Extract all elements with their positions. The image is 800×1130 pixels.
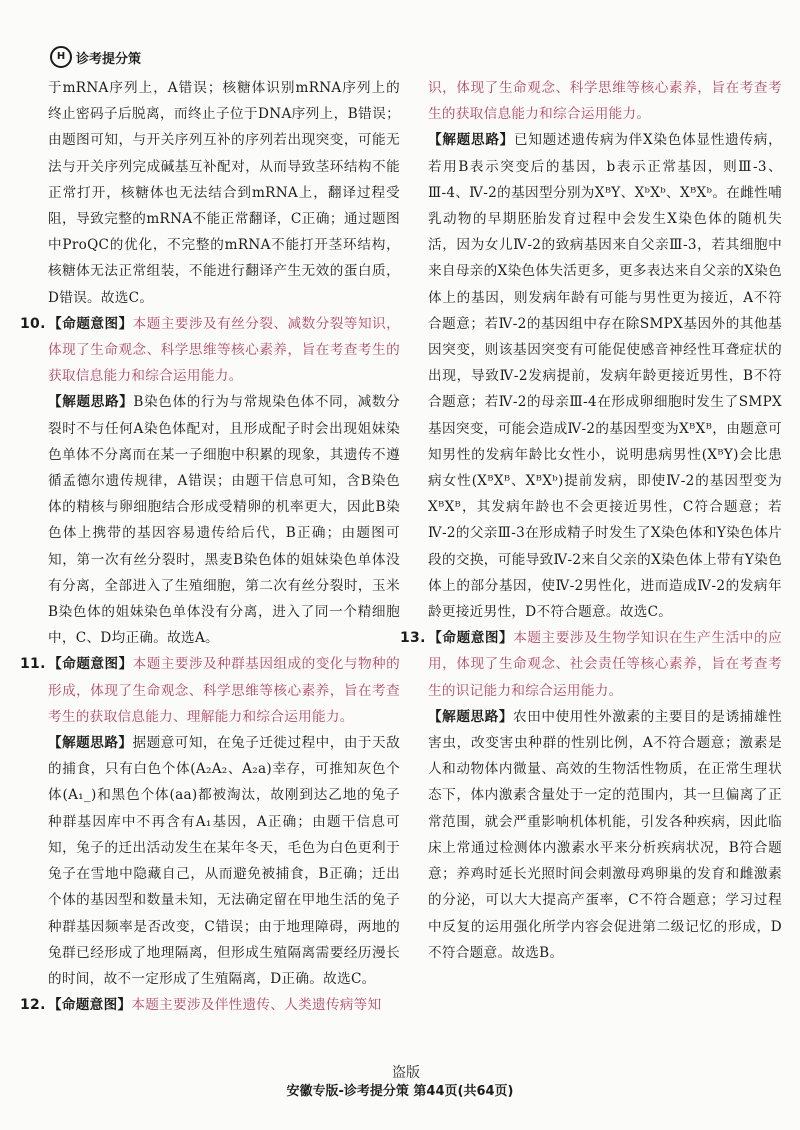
- q11-intent: [20, 651, 400, 730]
- q10-intent-text: 本题主要涉及有丝分裂、减数分裂等知识，体现了生命观念、科学思维等核心素养，旨在考查考生的获取信息能力和综合运用能力。: [48, 315, 400, 385]
- q12-number: 12.: [20, 997, 46, 1014]
- q12-intent-tag: 【命题意图】: [48, 997, 132, 1014]
- q12-solution: [428, 127, 782, 625]
- q12-solution-tag: 【解题思路】: [428, 132, 514, 149]
- q13-solution: [428, 704, 782, 966]
- q10-solution-tag: 【解题思路】: [48, 394, 134, 411]
- q13-number: 13.: [400, 630, 426, 647]
- q11-solution: [48, 730, 400, 992]
- q10-solution: [48, 389, 400, 651]
- page-footer: 安徽专版-诊考提分策 第44页(共64页): [286, 1084, 514, 1099]
- q10-solution-text: B染色体的行为与常规染色体不同，减数分裂时不与任何A染色体配对，且形成配子时会出现姐妹染色单体不分离而在某一子细胞中积累的现象，其遗传不遵循孟德尔遗传规律，A错误；由题干信息可知，含B染色体的精核与卵细胞结合形成受精卵的机率更大，因此B染色体上携带的基因容易遗传给后代，B正确；由题图可知，第一次有丝分裂时，黑麦B染色体的姐妹染色单体没有分离，全部进入了生殖细胞，第二次有丝分裂时，玉米B染色体的姐妹染色单体没有分离，进入了同一个精细胞中，C、D均正确。故选A。: [48, 394, 400, 647]
- q11-solution-text: 据题意可知，在兔子迁徙过程中，由于天敌的捕食，只有白色个体(A₂A₂、A₂a)幸存，可推知灰色个体(A₁_)和黑色个体(aa)都被淘汰，故刚到达乙地的兔子种群基因库中不再含有A₁基因，A正确；由题干信息可知，兔子的迁出活动发生在某年冬天，毛色为白色更利于兔子在雪地中隐藏自己，从而避免被捕食，B正确；迁出个体的基因型和数量未知，无法确定留在甲地生活的兔子种群基因频率是否改变，C错误；由于地理障碍，两地的兔群已经形成了地理隔离，但形成生殖隔离需要经历漫长的时间，故不一定形成了生殖隔离，D正确。故选C。: [48, 735, 400, 987]
- q13-solution-text: 农田中使用性外激素的主要目的是诱捕雄性害虫，改变害虫种群的性别比例，A不符合题意；激素是人和动物体内微量、高效的生物活性物质，在正常生理状态下，体内激素含量处于一定的范围内，其一旦偏离了正常范围，就会严重影响机体机能，引发各种疾病，因此临床上常通过检测体内激素水平来分析疾病状况，B符合题意；养鸡时延长光照时间会刺激母鸡卵巢的发育和雌激素的分泌，可以大大提高产蛋率，C不符合题意；学习过程中反复的运用强化所学内容会促进第二级记忆的形成，D不符合题意。故选B。: [428, 708, 782, 961]
- right-column: [400, 75, 782, 966]
- q10-number: 10.: [20, 315, 46, 332]
- q12-intent-continuation: 识，体现了生命观念、科学思维等核心素养，旨在考查考生的获取信息能力和综合运用能力。: [428, 80, 782, 123]
- q11-number: 11.: [20, 656, 46, 673]
- q13-intent-tag: 【命题意图】: [428, 630, 514, 647]
- q13-intent: [400, 625, 782, 704]
- q11-intent-tag: 【命题意图】: [48, 656, 133, 673]
- q9-continuation: 于mRNA序列上，A错误；核糖体识别mRNA序列上的终止密码子后脱离，而终止子位于DNA序列上，B错误；由题图可知，与开关序列互补的序列若出现突变，可能无法与开关序列完成碱基互补配对，从而导致茎环结构不能正常打开，核糖体也无法结合到mRNA上，翻译过程受阻，导致完整的mRNA不能正常翻译，C正确；通过题图中ProQC的优化，不完整的mRNA不能打开茎环结构，核糖体无法正常组装，不能进行翻译产生无效的蛋白质，D错误。故选C。: [48, 80, 400, 306]
- q13-solution-tag: 【解题思路】: [428, 708, 514, 725]
- brand-logo-icon: H: [50, 46, 72, 68]
- left-column: [20, 75, 400, 1018]
- q10-intent: [20, 311, 400, 390]
- q12-solution-text: 已知题述遗传病为伴X染色体显性遗传病，若用B表示突变后的基因，b表示正常基因，则Ⅲ-3、Ⅲ-4、Ⅳ-2的基因型分别为XᴮY、XᵇXᵇ、XᴮXᵇ。在雌性哺乳动物的早期胚胎发育过程中会发生X染色体的随机失活，因为女儿Ⅳ-2的致病基因来自父亲Ⅲ-3，若其细胞中来自母亲的X染色体失活更多，更多表达来自父亲的X染色体上的基因，则发病年龄有可能与男性更为接近，A不符合题意；若Ⅳ-2的基因组中存在除SMPX基因外的其他基因突变，则该基因突变有可能促使感音神经性耳聋症状的出现，导致Ⅳ-2发病提前，发病年龄更接近男性，B不符合题意；若Ⅳ-2的母亲Ⅲ-4在形成卵细胞时发生了SMPX基因突变，可能会造成Ⅳ-2的基因型变为XᴮXᴮ，由题意可知男性的发病年龄比女性小，说明患病男性(XᴮY)会比患病女性(XᴮXᴮ、XᴮXᵇ)提前发病，即使Ⅳ-2的基因型变为XᴮXᴮ，其发病年龄也不会更接近男性，C符合题意；若Ⅳ-2的父亲Ⅲ-3在形成精子时发生了X染色体和Y染色体片段的交换，可能导致Ⅳ-2来自父亲的X染色体上带有Y染色体上的部分基因，使Ⅳ-2男性化，进而造成Ⅳ-2的发病年龄更接近男性，D不符合题意。故选C。: [428, 132, 782, 621]
- q11-solution-tag: 【解题思路】: [48, 735, 133, 752]
- q12-intent-text: 本题主要涉及伴性遗传、人类遗传病等知: [131, 997, 382, 1014]
- brand-name: 诊考提分策: [76, 51, 142, 67]
- q10-intent-tag: 【命题意图】: [48, 315, 133, 332]
- watermark-stamp: 盗版: [392, 1065, 420, 1081]
- q11-intent-text: 本题主要涉及种群基因组成的变化与物种的形成，体现了生命观念、科学思维等核心素养，旨在考查考生的获取信息能力、理解能力和综合运用能力。: [48, 656, 400, 725]
- page-header: [50, 44, 141, 70]
- q12-intent: [20, 992, 400, 1018]
- q13-intent-text: 本题主要涉及生物学知识在生产生活中的应用，体现了生命观念、社会责任等核心素养，旨在考查考生的识记能力和综合运用能力。: [428, 630, 782, 699]
